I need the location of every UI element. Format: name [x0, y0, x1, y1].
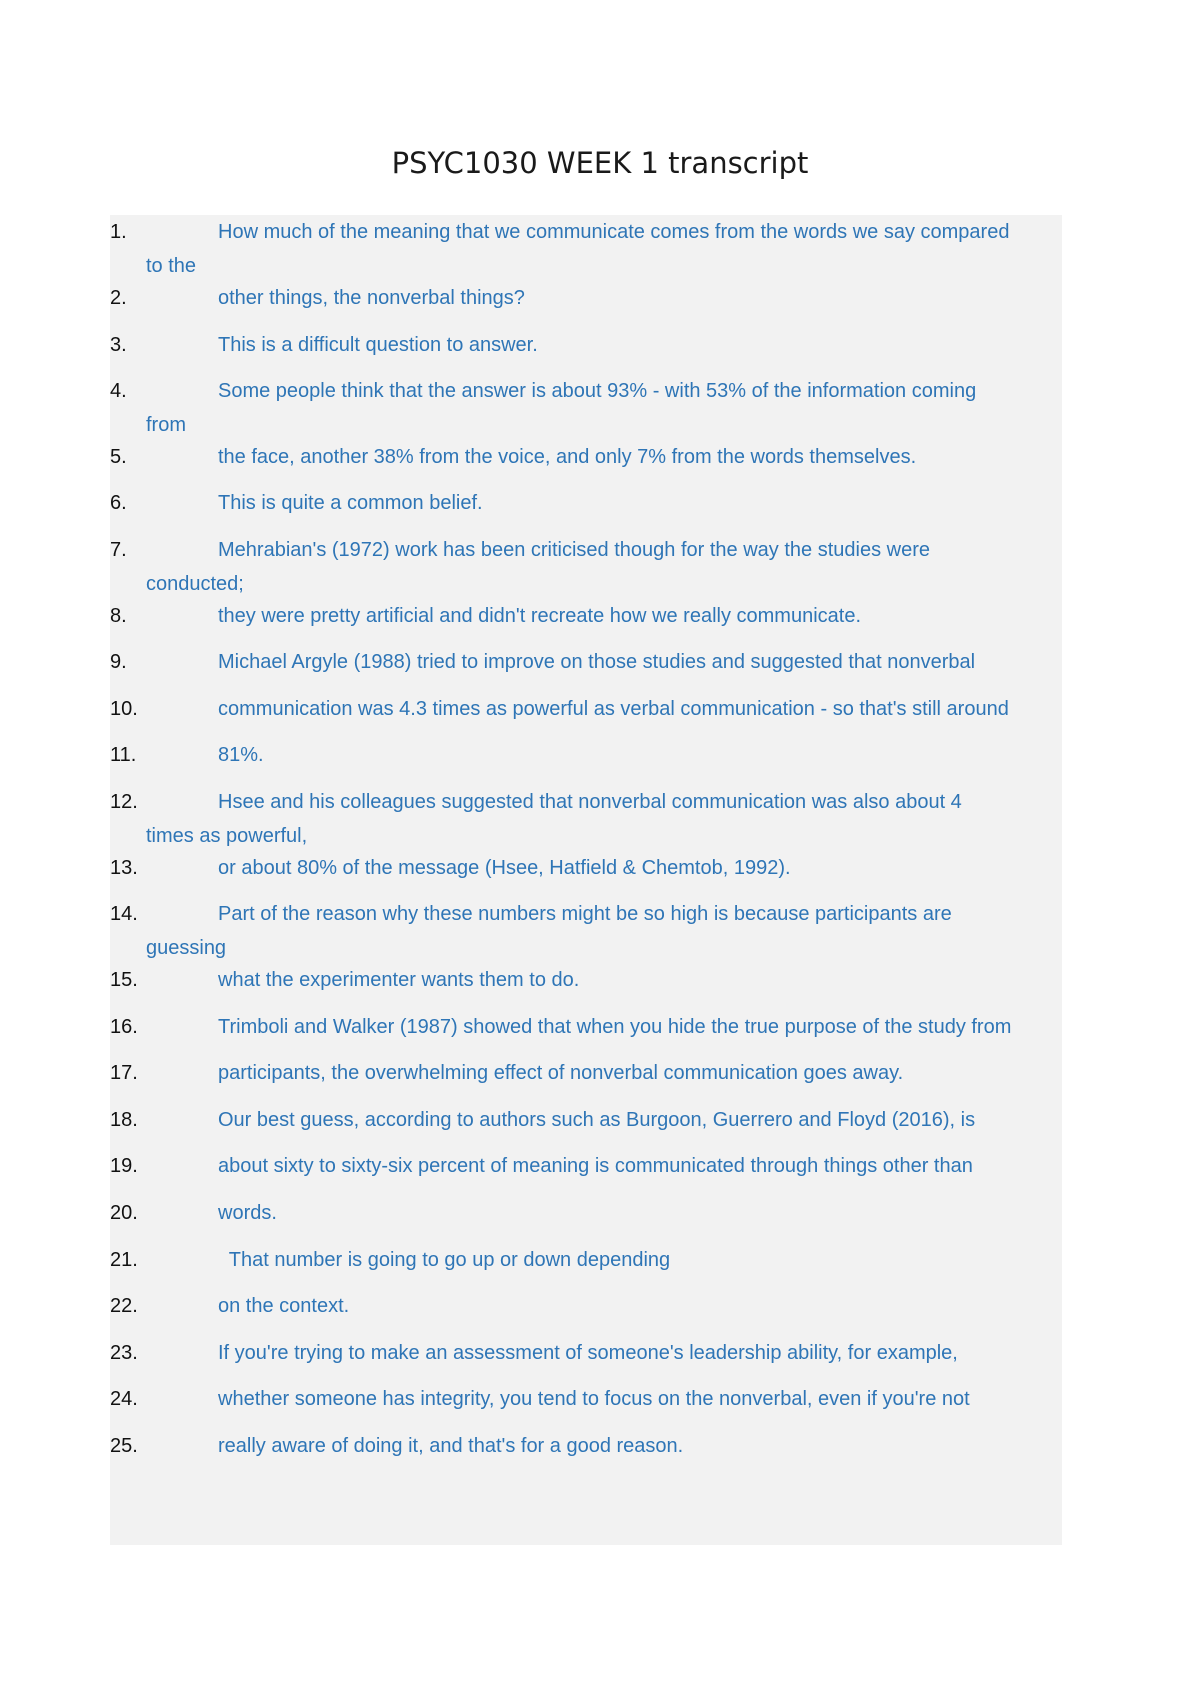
transcript-line: [110, 1336, 1062, 1370]
line-number: 5.: [110, 446, 127, 468]
line-text: Some people think that the answer is about 93% - with 53% of the information coming: [218, 380, 977, 402]
transcript-line: [110, 1382, 1062, 1416]
line-text: Part of the reason why these numbers might be so high is because participants are: [218, 903, 952, 925]
line-text: really aware of doing it, and that's for a good reason.: [218, 1435, 684, 1457]
line-text: what the experimenter wants them to do.: [218, 969, 580, 991]
line-text: That number is going to go up or down depending: [218, 1249, 671, 1271]
line-number: 16.: [110, 1016, 138, 1038]
line-text: How much of the meaning that we communicate comes from the words we say compared: [218, 221, 1010, 243]
line-text: they were pretty artificial and didn't recreate how we really communicate.: [218, 605, 861, 627]
line-text: other things, the nonverbal things?: [218, 287, 525, 309]
transcript-line: [110, 738, 1062, 772]
transcript-line: [110, 374, 1062, 442]
line-text: words.: [218, 1202, 277, 1224]
line-number: 2.: [110, 287, 127, 309]
transcript-line: [110, 1243, 1062, 1277]
line-continuation: to the: [146, 255, 197, 277]
line-number: 4.: [110, 380, 127, 402]
line-continuation: times as powerful,: [146, 825, 308, 847]
line-number: 11.: [110, 744, 137, 766]
line-number: 23.: [110, 1342, 138, 1364]
line-number: 17.: [110, 1062, 138, 1084]
line-number: 24.: [110, 1388, 138, 1410]
line-text: on the context.: [218, 1295, 350, 1317]
line-text: participants, the overwhelming effect of nonverbal communication goes away.: [218, 1062, 904, 1084]
transcript-line: [110, 897, 1062, 965]
line-number: 13.: [110, 857, 138, 879]
transcript-line: [110, 785, 1062, 853]
transcript-line: [110, 1149, 1062, 1183]
line-number: 7.: [110, 539, 127, 561]
line-text: communication was 4.3 times as powerful as verbal communication - so that's still around: [218, 698, 1009, 720]
line-number: 21.: [110, 1249, 138, 1271]
line-text: whether someone has integrity, you tend to focus on the nonverbal, even if you're not: [218, 1388, 970, 1410]
line-text: Mehrabian's (1972) work has been criticised though for the way the studies were: [218, 539, 930, 561]
line-number: 15.: [110, 969, 138, 991]
line-text: or about 80% of the message (Hsee, Hatfield & Chemtob, 1992).: [218, 857, 791, 879]
transcript-line: [110, 645, 1062, 679]
transcript-line: [110, 1289, 1062, 1323]
line-text: 81%.: [218, 744, 264, 766]
transcript-list: [110, 215, 1062, 1545]
transcript-line: [110, 533, 1062, 601]
line-text: about sixty to sixty-six percent of meaning is communicated through things other than: [218, 1155, 973, 1177]
line-text: Trimboli and Walker (1987) showed that when you hide the true purpose of the study from: [218, 1016, 1012, 1038]
line-continuation: conducted;: [146, 573, 244, 595]
transcript-line: [110, 328, 1062, 362]
line-continuation: guessing: [146, 937, 227, 959]
transcript-line: [110, 215, 1062, 283]
line-number: 10.: [110, 698, 138, 720]
transcript-line: [110, 1010, 1062, 1044]
line-number: 6.: [110, 492, 127, 514]
line-number: 8.: [110, 605, 127, 627]
transcript-line: [110, 440, 1062, 474]
transcript-line: [110, 1103, 1062, 1137]
transcript-line: [110, 692, 1062, 726]
line-number: 19.: [110, 1155, 138, 1177]
transcript-line: [110, 1056, 1062, 1090]
line-text: Michael Argyle (1988) tried to improve on those studies and suggested that nonverbal: [218, 651, 976, 673]
page-title: PSYC1030 WEEK 1 transcript: [391, 146, 809, 180]
transcript-line: [110, 281, 1062, 315]
line-number: 1.: [110, 221, 127, 243]
transcript-line: [110, 1429, 1062, 1463]
line-text: Our best guess, according to authors such as Burgoon, Guerrero and Floyd (2016), is: [218, 1109, 976, 1131]
transcript-line: [110, 486, 1062, 520]
line-number: 22.: [110, 1295, 138, 1317]
transcript-line: [110, 851, 1062, 885]
line-text: This is quite a common belief.: [218, 492, 483, 514]
line-number: 20.: [110, 1202, 138, 1224]
line-number: 3.: [110, 334, 127, 356]
transcript-line: [110, 599, 1062, 633]
line-number: 18.: [110, 1109, 138, 1131]
line-number: 25.: [110, 1435, 138, 1457]
line-number: 12.: [110, 791, 138, 813]
line-continuation: from: [146, 414, 186, 436]
transcript-line: [110, 1196, 1062, 1230]
line-text: If you're trying to make an assessment of someone's leadership ability, for example,: [218, 1342, 958, 1364]
line-number: 14.: [110, 903, 138, 925]
transcript-line: [110, 963, 1062, 997]
line-text: This is a difficult question to answer.: [218, 334, 538, 356]
line-number: 9.: [110, 651, 127, 673]
line-text: Hsee and his colleagues suggested that nonverbal communication was also about 4: [218, 791, 962, 813]
line-text: the face, another 38% from the voice, and only 7% from the words themselves.: [218, 446, 917, 468]
